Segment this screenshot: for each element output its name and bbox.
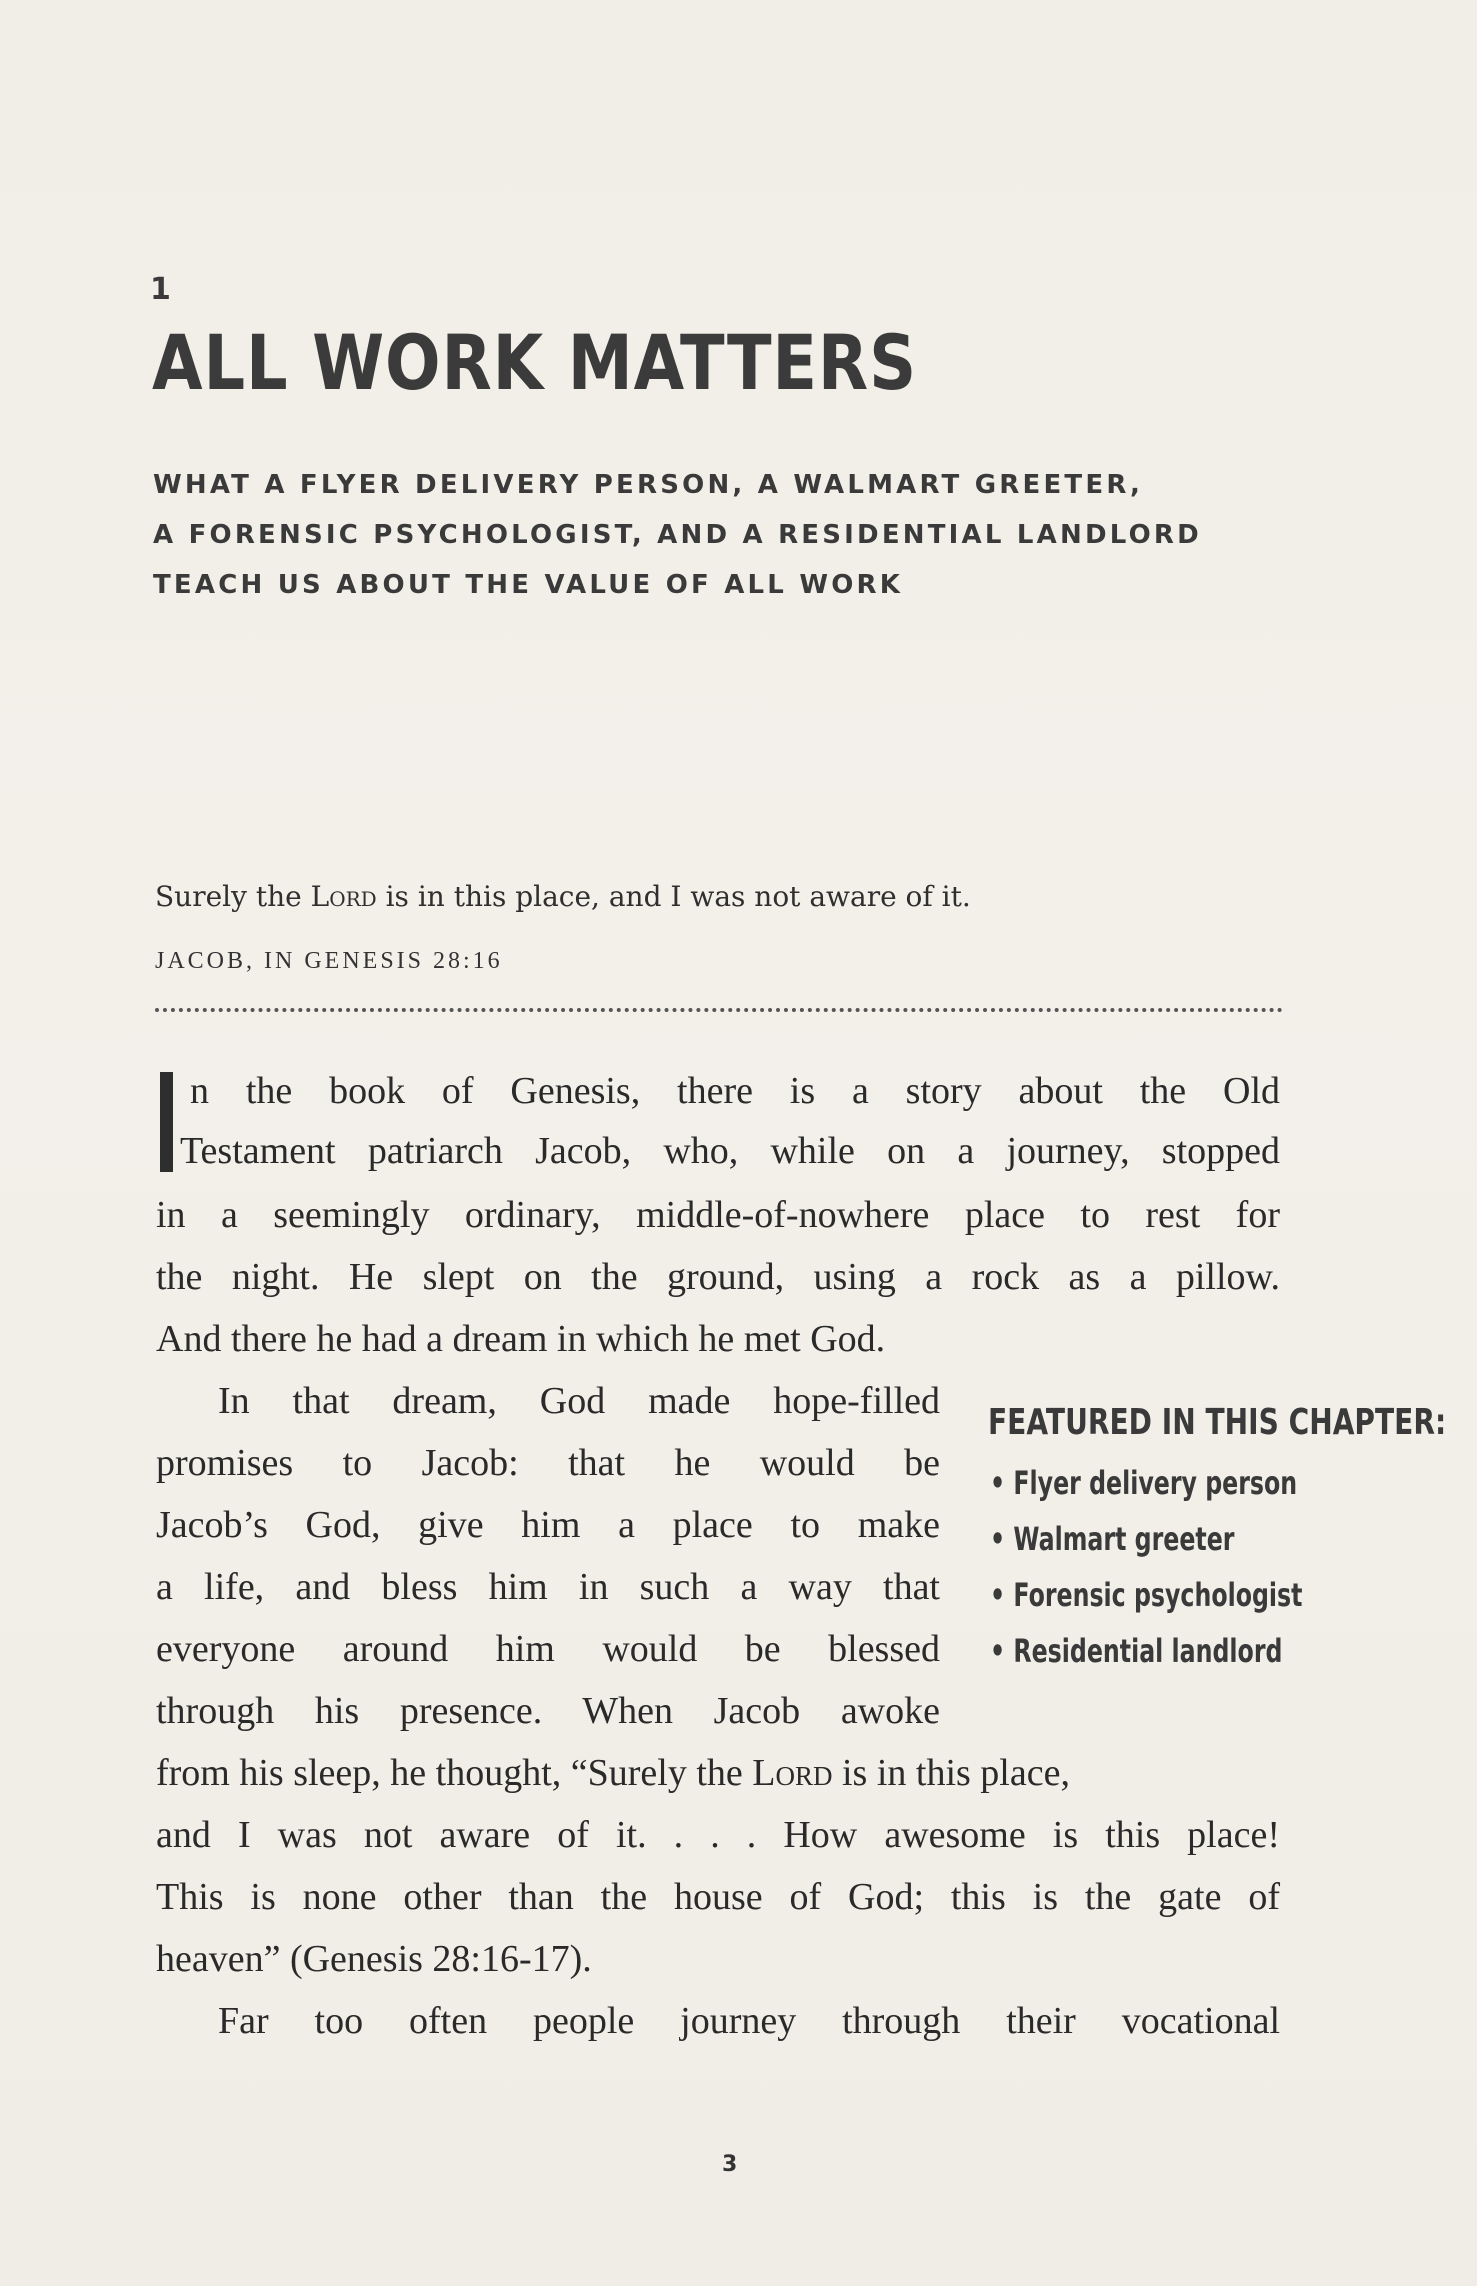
body-line: everyone around him would be blessed [156,1628,940,1670]
featured-item: • Walmart greeter [990,1520,1235,1558]
body-line: heaven” (Genesis 28:16-17). [156,1938,592,1980]
body-line: in a seemingly ordinary, middle-of-nowhere place to rest for [156,1194,1280,1236]
drop-cap [160,1072,173,1172]
featured-item: • Flyer delivery person [990,1464,1298,1502]
body-line: the night. He slept on the ground, using a rock as a pillow. [156,1256,1280,1298]
body-line: n the book of Genesis, there is a story about the Old [190,1070,1280,1112]
body-line: a life, and bless him in such a way that [156,1566,940,1608]
featured-item: • Forensic psychologist [990,1576,1303,1614]
epigraph-attribution: JACOB, IN GENESIS 28:16 [155,948,503,974]
body-line: And there he had a dream in which he met God. [156,1318,886,1360]
body-line: promises to Jacob: that he would be [156,1442,940,1484]
epigraph-text-before: Surely the [155,880,311,913]
body-line: In that dream, God made hope-filled [218,1380,940,1422]
body-line: This is none other than the house of God; this is the gate of [156,1876,1280,1918]
page-number: 3 [722,2152,738,2177]
body-line: Jacob’s God, give him a place to make [156,1504,940,1546]
body-line-text: from his sleep, he thought, “Surely the [156,1752,743,1794]
sidebar-heading: FEATURED IN THIS CHAPTER: [988,1402,1447,1443]
lord-word: Lord [752,1752,833,1794]
body-line [156,1742,1070,1804]
body-line: through his presence. When Jacob awoke [156,1690,940,1732]
body-line: and I was not aware of it. . . . How awesome is this place! [156,1814,1280,1856]
featured-list [990,1464,1412,1688]
subtitle-line: TEACH US ABOUT THE VALUE OF ALL WORK [153,570,904,600]
subtitle-line: A FORENSIC PSYCHOLOGIST, AND A RESIDENTIAL LANDLORD [153,520,1202,550]
epigraph-lord: Lord [310,880,377,913]
chapter-subtitle [153,460,1303,610]
subtitle-line: WHAT A FLYER DELIVERY PERSON, A WALMART GREETER, [153,470,1144,500]
featured-item: • Residential landlord [990,1632,1283,1670]
chapter-number: 1 [150,272,171,307]
body-line-text: is in this place, [832,1752,1070,1794]
body-line: Far too often people journey through their vocational [218,2000,1280,2042]
dotted-divider [155,1008,1283,1012]
chapter-title: ALL WORK MATTERS [152,318,918,407]
epigraph-text-after: is in this place, and I was not aware of it. [376,880,971,913]
body-line: Testament patriarch Jacob, who, while on a journey, stopped [180,1130,1280,1172]
epigraph-quote [155,880,971,913]
